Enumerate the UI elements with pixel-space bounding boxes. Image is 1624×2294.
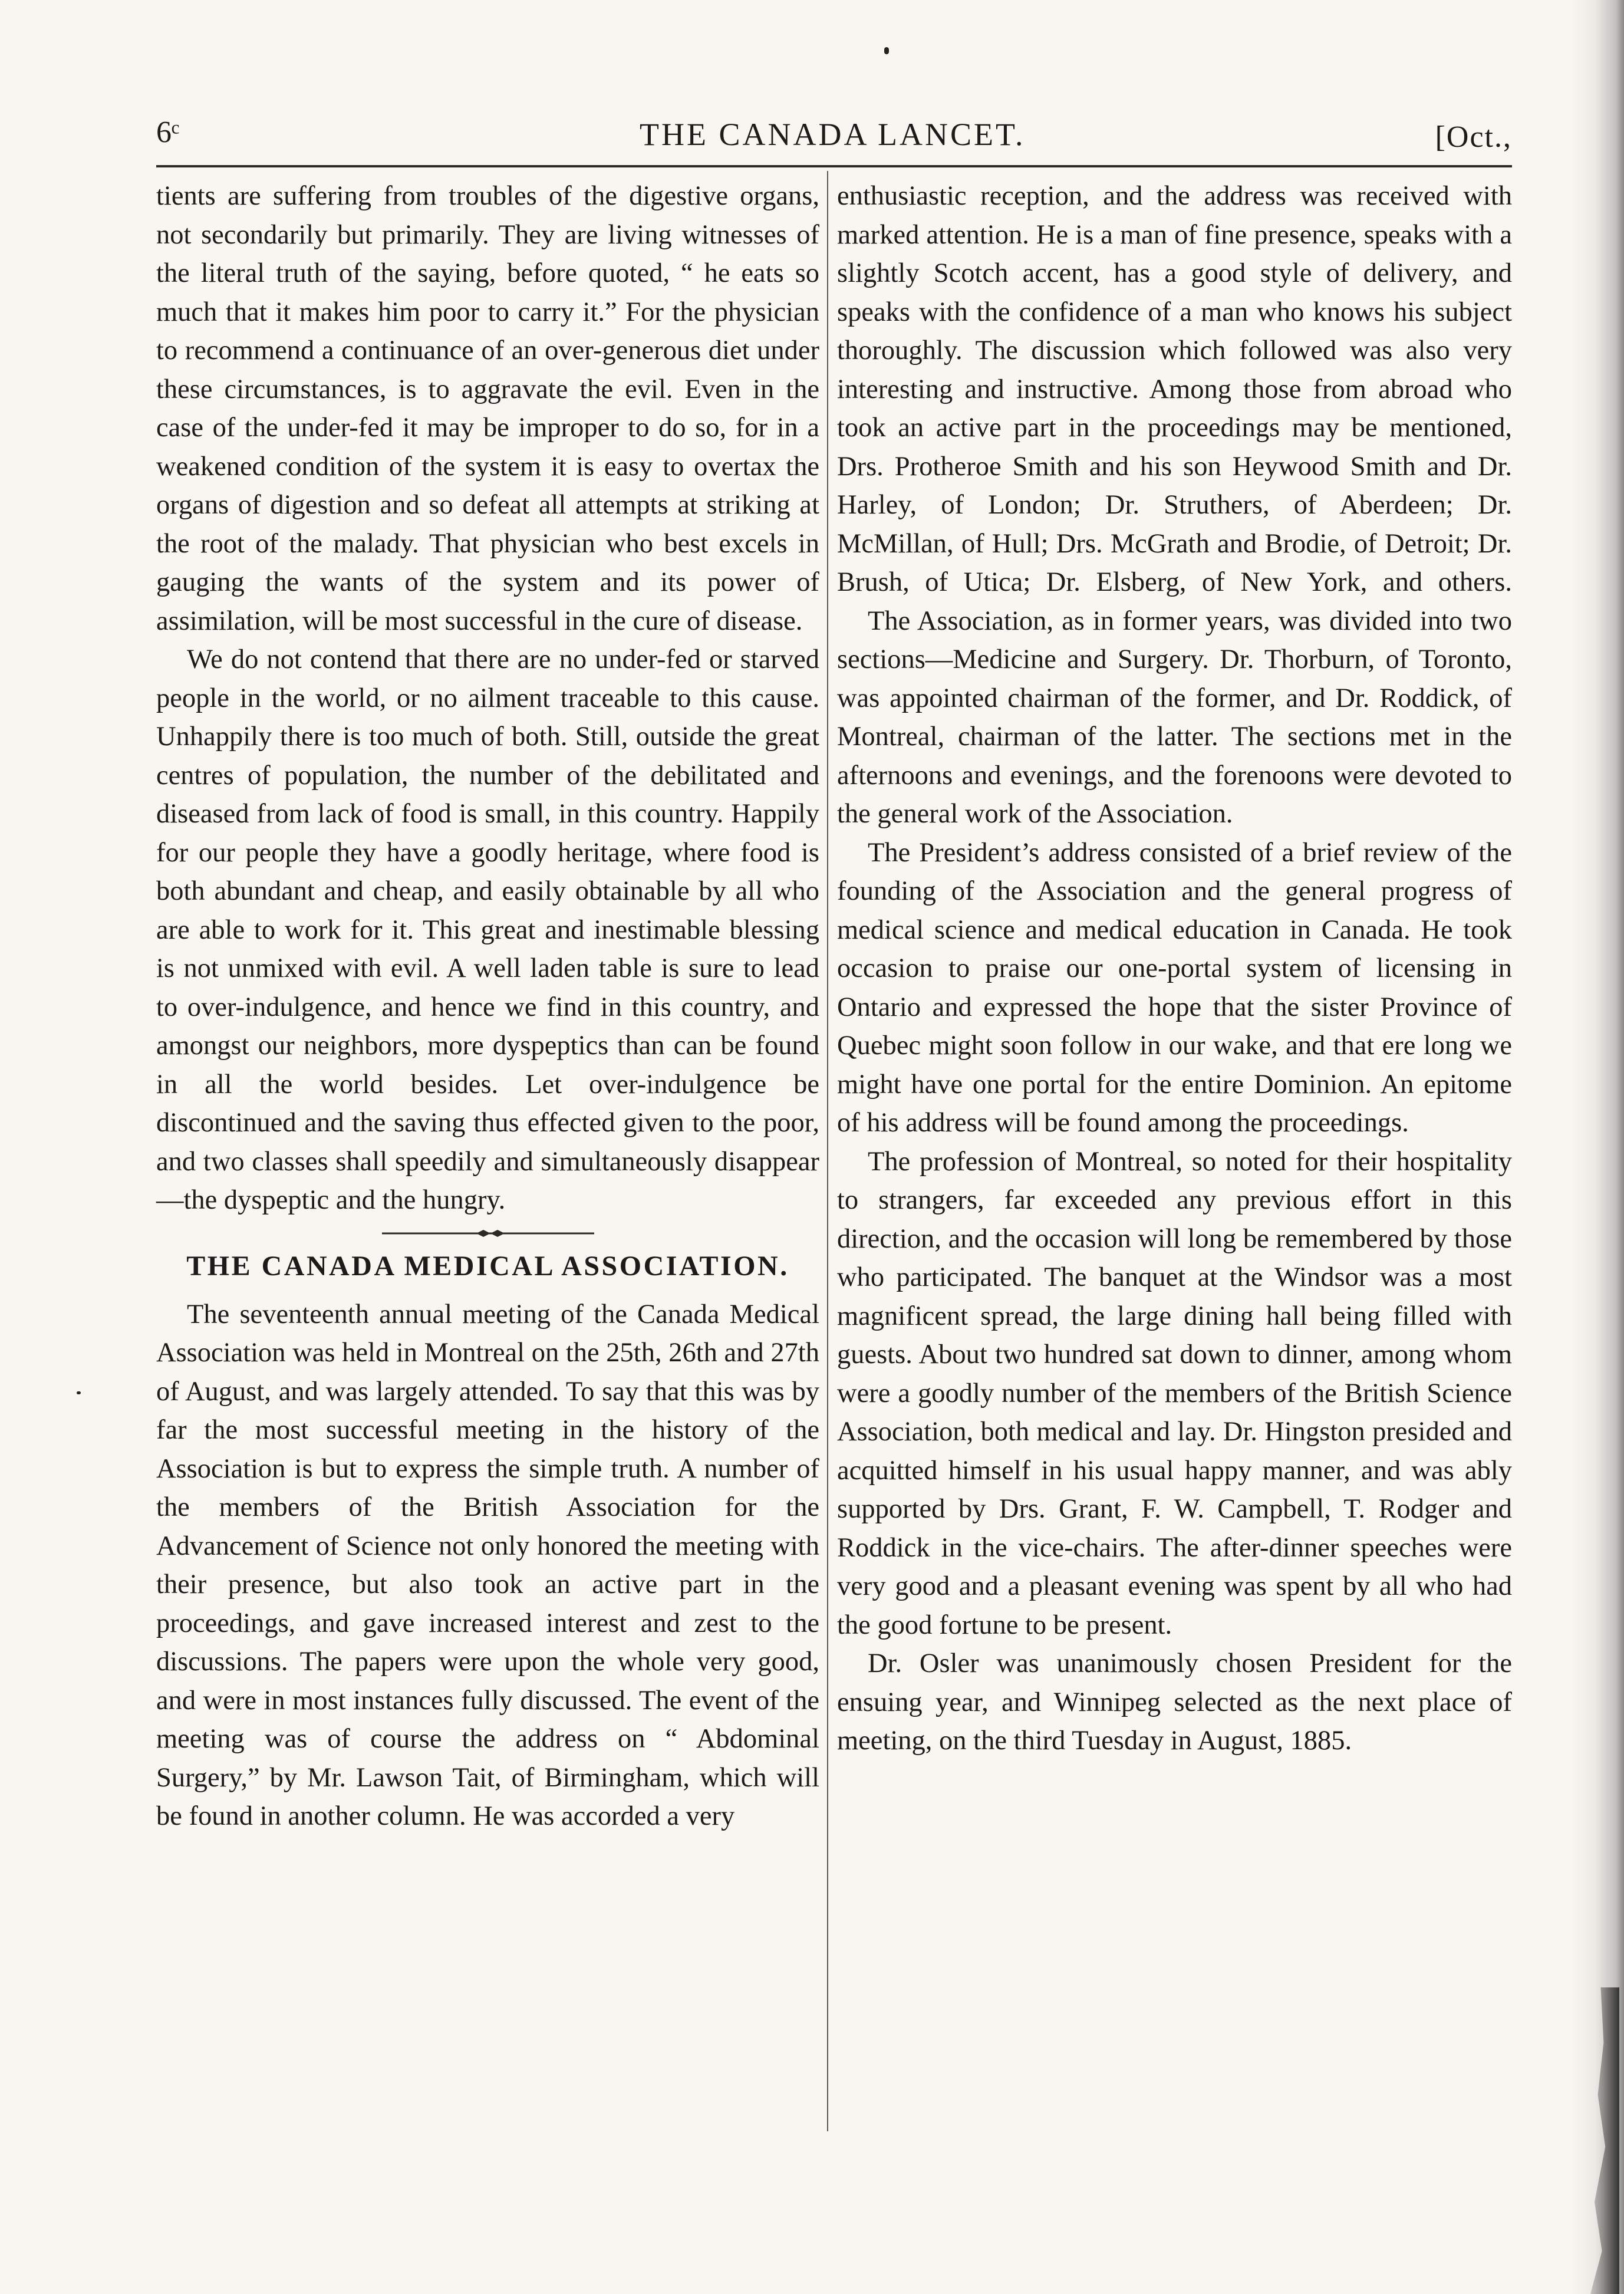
body-paragraph: enthusiastic reception, and the address was received with marked attention. He is a man of fine presence, speaks with a slightly Scotch accent, has a good style of delivery, and speaks with the confidence of a man who knows his subject thoroughly. The discussion which followed was also very interesting and instructive. Among those from abroad who took an active part in the proceedings may be mentioned, Drs. Protheroe Smith and his son Heywood Smith and Dr. Harley, of London; Dr. Struthers, of Aberdeen; Dr. McMillan, of Hull; Drs. McGrath and Brodie, of Detroit; Dr. Brush, of Utica; Dr. Elsberg, of New York, and others.: [837, 181, 1512, 597]
print-speck: [884, 47, 889, 54]
body-paragraph: The profession of Montreal, so noted for their hospitality to strangers, far exceeded any previous effort in this direction, and the occasion will long be remembered by those who participated. The banquet at the Windsor was a most magnificent spread, the large dining hall being filled with guests. About two hundred sat down to dinner, among whom were a goodly number of the members of the British Science Association, both medical and lay. Dr. Hingston presided and acquitted himself in his usual happy manner, and was ably supported by Drs. Grant, F. W. Campbell, T. Rodger and Roddick in the vice-chairs. The after-dinner speeches were very good and a pleasant evening was spent by all who had the good fortune to be present.: [837, 1146, 1512, 1640]
body-paragraph: The Association, as in former years, was divided into two sections—Medicine and Surgery. Dr. Thorburn, of Toronto, was appointed chairman of the former, and Dr. Roddick, of Montreal, chairman of the latter. The sections met in the afternoons and evenings, and the forenoons were devoted to the general work of the Association.: [837, 605, 1512, 829]
page-number: 6ᶜ: [156, 116, 180, 149]
left-column: [156, 177, 819, 1836]
body-paragraph: We do not contend that there are no under-fed or starved people in the world, or no ailment traceable to this cause. Unhappily there is too much of both. Still, outside the great centres of population, the number of the debilitated and diseased from lack of food is small, in this country. Happily for our people they have a goodly heritage, where food is both abundant and cheap, and easily obtainable by all who are able to work for it. This great and inestimable blessing is not unmixed with evil. A well laden table is sure to lead to over-indulgence, and hence we find in this country, and amongst our neighbors, more dyspeptics than can be found in all the world besides. Let over-indulgence be discontinued and the saving thus effected given to the poor, and two classes shall speedily and simultaneously disappear—the dyspeptic and the hungry.: [156, 644, 819, 1215]
header-rule: [156, 165, 1512, 167]
page-edge-shadow: [1571, 0, 1624, 2294]
right-column: [837, 177, 1512, 1760]
section-divider-ornament: [382, 1228, 594, 1239]
page-header: [156, 115, 1512, 162]
print-speck: [77, 1391, 81, 1394]
body-paragraph: tients are suffering from troubles of the digestive organs, not secondarily but primarily. They are living witnesses of the literal truth of the saying, before quoted, “ he eats so much that it makes him poor to carry it.” For the physician to recommend a continuance of an over-generous diet under these circumstances, is to aggravate the evil. Even in the case of the under-fed it may be improper to do so, for in a weakened condition of the system it is easy to overtax the organs of digestion and so defeat all attempts at striking at the root of the malady. That physician who best excels in gauging the wants of the system and its power of assimilation, will be most successful in the cure of disease.: [156, 181, 819, 636]
journal-title: THE CANADA LANCET.: [640, 117, 1026, 152]
section-heading: THE CANADA MEDICAL ASSOCIATION.: [186, 1250, 789, 1282]
body-paragraph: The seventeenth annual meeting of the Canada Medical Association was held in Montreal on the 25th, 26th and 27th of August, and was largely attended. To say that this was by far the most successful meeting in the history of the Association is but to express the simple truth. A number of the members of the British Association for the Advancement of Science not only honored the meeting with their presence, but also took an active part in the proceedings, and gave increased interest and zest to the discussions. The papers were upon the whole very good, and were in most instances fully discussed. The event of the meeting was of course the address on “ Abdominal Surgery,” by Mr. Lawson Tait, of Birmingham, which will be found in another column. He was accorded a very: [156, 1299, 819, 1831]
body-paragraph: Dr. Osler was unanimously chosen President for the ensuing year, and Winnipeg selected as the next place of meeting, on the third Tuesday in August, 1885.: [837, 1648, 1512, 1756]
column-divider: [827, 171, 828, 2131]
issue-date: [Oct.,: [1435, 120, 1512, 154]
body-paragraph: The President’s address consisted of a brief review of the founding of the Association and the general progress of medical science and medical education in Canada. He took occasion to praise our one-portal system of licensing in Ontario and expressed the hope that the sister Province of Quebec might soon follow in our wake, and that ere long we might have one portal for the entire Dominion. An epitome of his address will be found among the proceedings.: [837, 837, 1512, 1138]
